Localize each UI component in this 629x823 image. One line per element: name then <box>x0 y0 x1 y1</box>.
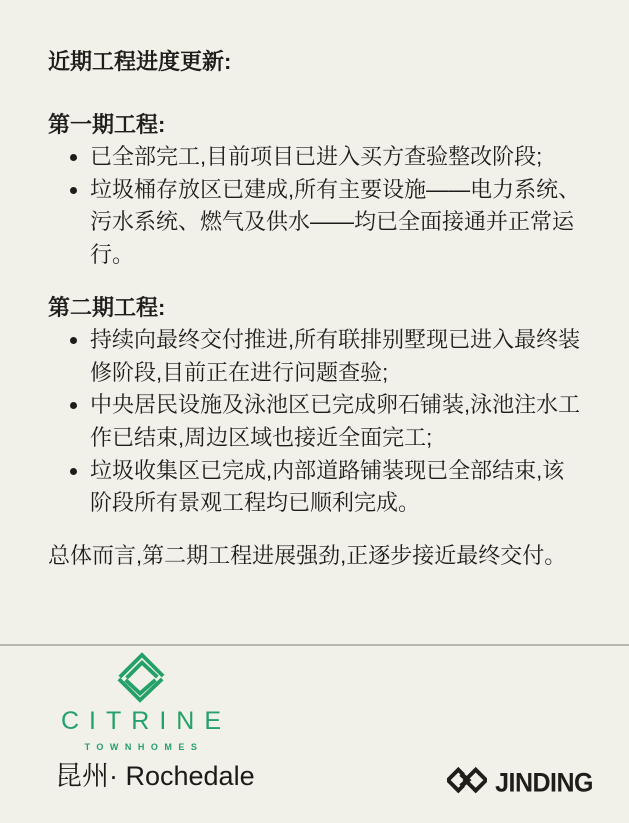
conclusion-text: 总体而言,第二期工程进展强劲,正逐步接近最终交付。 <box>48 542 567 568</box>
partner-wordmark: JINDING <box>495 767 593 799</box>
phase-1-bullet-list <box>48 141 585 271</box>
location-text: 昆州· Rochedale <box>55 761 255 791</box>
section-phase-2 <box>48 292 585 520</box>
citrine-logo <box>25 651 257 752</box>
brand-wordmark: CITRINE <box>61 707 231 735</box>
page-title: 近期工程进度更新: <box>48 49 232 74</box>
list-item: • 中央居民设施及泳池区已完成卵石铺装,泳池注水工作已结束,周边区域也接近全面完工; <box>90 389 585 454</box>
list-item: • 持续向最终交付推进,所有联排别墅现已进入最终装修阶段,目前正在进行问题查验; <box>90 324 585 389</box>
brand-tagline: TOWNHOMES <box>84 742 204 752</box>
list-item: • 垃圾收集区已完成,内部道路铺装现已全部结束,该阶段所有景观工程均已顺利完成。 <box>90 455 585 520</box>
footer <box>0 646 629 823</box>
section-phase-1 <box>48 109 585 272</box>
jinding-logo <box>447 766 593 801</box>
jinding-diamonds-icon <box>447 766 487 801</box>
phase-1-heading: 第一期工程: <box>48 111 166 137</box>
list-item: • 已全部完工,目前项目已进入买方查验整改阶段; <box>90 141 585 174</box>
phase-2-bullet-list <box>48 324 585 520</box>
phase-2-heading: 第二期工程: <box>48 294 166 320</box>
list-item: • 垃圾桶存放区已建成,所有主要设施——电力系统、污水系统、燃气及供水——均已全面接通并正常运行。 <box>90 174 585 272</box>
citrine-diamond-icon <box>25 651 257 705</box>
